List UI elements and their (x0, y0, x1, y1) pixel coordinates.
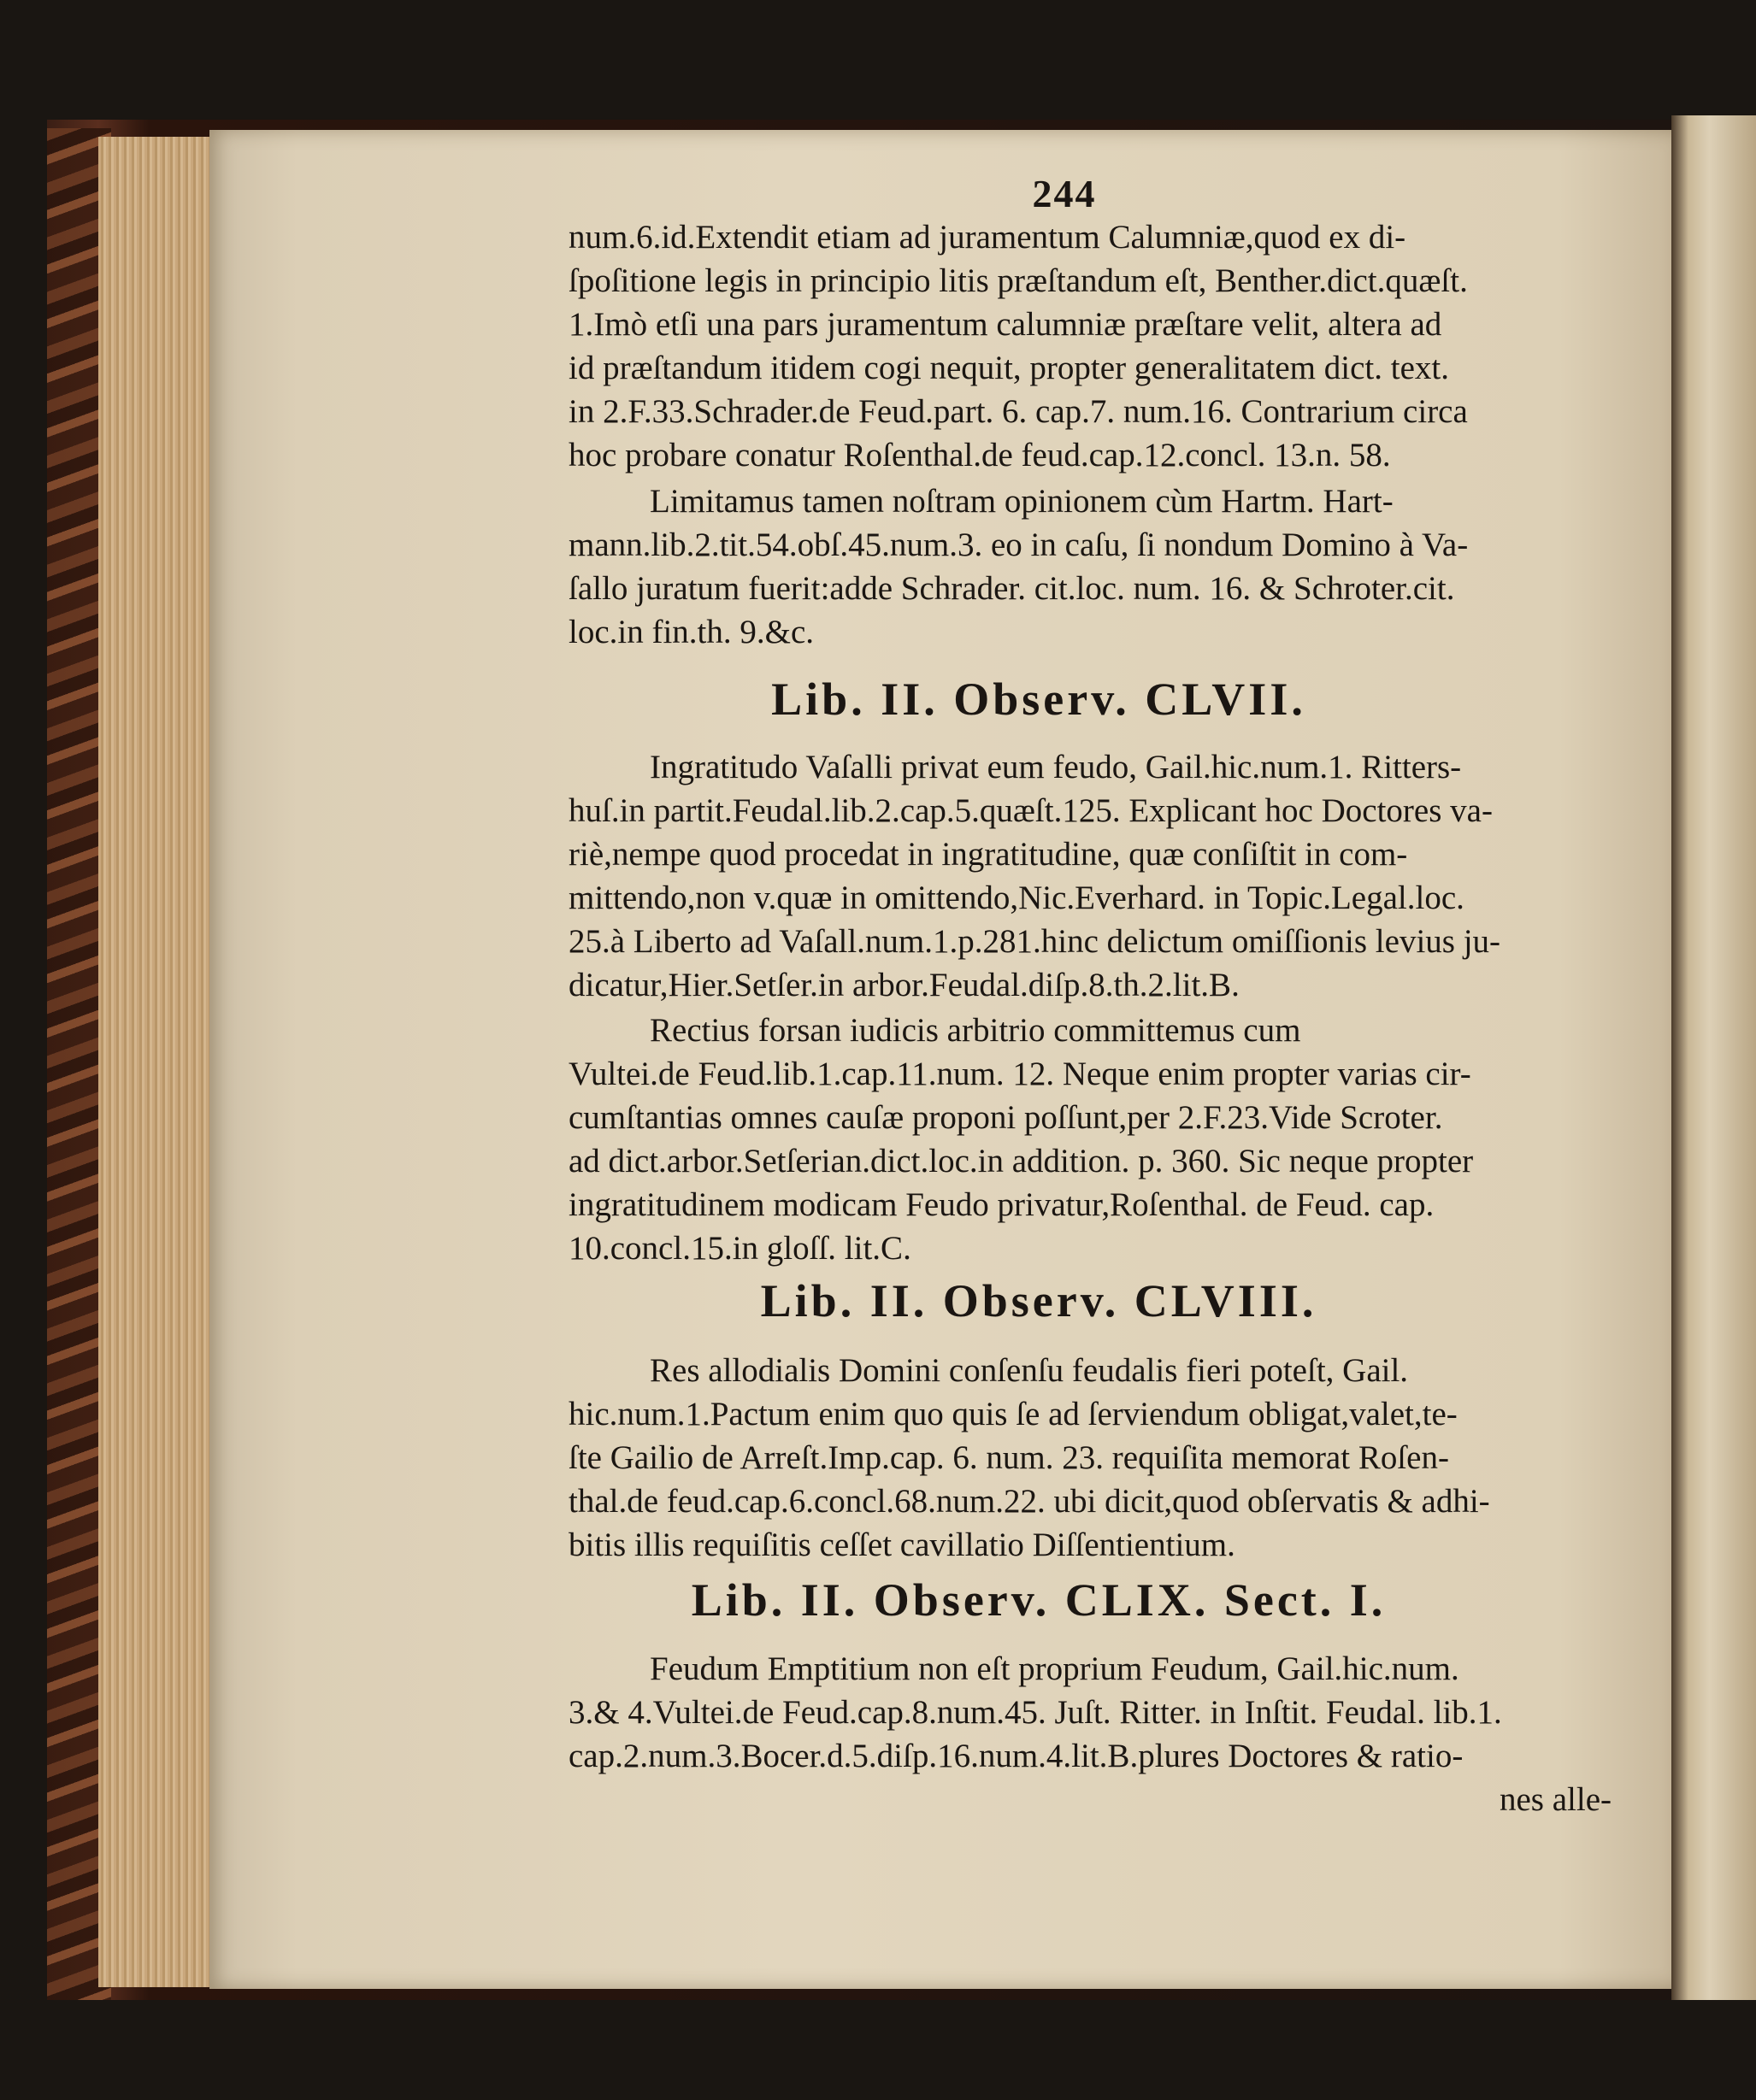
text-line: Vultei.de Feud.lib.1.cap.11.num. 12. Neque enim propter varias cir- (569, 1056, 1471, 1092)
paragraph-continuation (569, 215, 1612, 477)
paragraph-ingratitudo (569, 745, 1612, 1007)
facing-page-gutter (1671, 115, 1756, 2000)
catchword: nes alle- (1499, 1781, 1612, 1818)
text-line: ad dict.arbor.Setſerian.dict.loc.in addition. p. 360. Sic neque propter (569, 1143, 1474, 1179)
text-line: bitis illis requiſitis ceſſet cavillatio Diſſentientium. (569, 1526, 1235, 1563)
text-line: riè,nempe quod procedat in ingratitudine, quæ conſiſtit in com- (569, 836, 1408, 873)
text-line: 3.& 4.Vultei.de Feud.cap.8.num.45. Juſt. Ritter. in Inſtit. Feudal. lib.1. (569, 1694, 1502, 1731)
text-line: ſte Gailio de Arreſt.Imp.cap. 6. num. 23. requiſita memorat Roſen- (569, 1439, 1449, 1476)
text-line: cumſtantias omnes cauſæ proponi poſſunt,per 2.F.23.Vide Scroter. (569, 1099, 1443, 1136)
paragraph-res-allodialis (569, 1349, 1612, 1567)
page-text (569, 171, 1612, 1818)
paragraph-rectius (569, 1009, 1612, 1270)
text-line: huſ.in partit.Feudal.lib.2.cap.5.quæſt.125. Explicant hoc Doctores va- (569, 792, 1493, 829)
text-line: ſallo juratum fuerit:adde Schrader. cit.loc. num. 16. & Schroter.cit. (569, 570, 1455, 607)
text-line: 10.concl.15.in gloſſ. lit.C. (569, 1230, 911, 1267)
page-edges (98, 137, 227, 1987)
page-number: 244 (1032, 172, 1097, 215)
text-line: mittendo,non v.quæ in omittendo,Nic.Everhard. in Topic.Legal.loc. (569, 879, 1464, 916)
paragraph-feudum-emptitium (569, 1647, 1612, 1821)
text-line: Ingratitudo Vaſalli privat eum feudo, Gail.hic.num.1. Ritters- (650, 749, 1462, 785)
text-line: Rectius forsan iudicis arbitrio committemus cum (650, 1012, 1301, 1049)
text-line: num.6.id.Extendit etiam ad juramentum Calumniæ,quod ex di- (569, 219, 1406, 256)
text-line: mann.lib.2.tit.54.obſ.45.num.3. eo in caſu, ſi nondum Domino à Va- (569, 526, 1469, 563)
paragraph-limitamus (569, 479, 1612, 654)
text-line: thal.de feud.cap.6.concl.68.num.22. ubi dicit,quod obſervatis & adhi- (569, 1483, 1490, 1520)
text-line: 25.à Liberto ad Vaſall.num.1.p.281.hinc delictum omiſſionis levius ju- (569, 923, 1501, 960)
text-line: id præſtandum itidem cogi nequit, propter generalitatem dict. text. (569, 350, 1449, 386)
text-line: dicatur,Hier.Setſer.in arbor.Feudal.diſp.8.th.2.lit.B. (569, 967, 1240, 1003)
text-line: cap.2.num.3.Bocer.d.5.diſp.16.num.4.lit.B.plures Doctores & ratio- (569, 1738, 1464, 1774)
text-line: Res allodialis Domini conſenſu feudalis fieri poteſt, Gail. (650, 1352, 1409, 1389)
text-line: Feudum Emptitium non eſt proprium Feudum, Gail.hic.num. (650, 1650, 1459, 1687)
text-line: 1.Imò etſi una pars juramentum calumniæ præſtare velit, altera ad (569, 306, 1442, 343)
section-heading: Lib. II. Observ. CLVII. (771, 674, 1306, 725)
text-line: loc.in fin.th. 9.&c. (569, 614, 815, 650)
text-line: Limitamus tamen noſtram opinionem cùm Hartm. Hart- (650, 483, 1394, 520)
section-heading: Lib. II. Observ. CLIX. Sect. I. (691, 1574, 1387, 1626)
text-line: hoc probare conatur Roſenthal.de feud.cap.12.concl. 13.n. 58. (569, 437, 1391, 474)
text-line: hic.num.1.Pactum enim quo quis ſe ad ſerviendum obligat,valet,te- (569, 1396, 1458, 1432)
text-line: ingratitudinem modicam Feudo privatur,Roſenthal. de Feud. cap. (569, 1186, 1435, 1223)
section-heading: Lib. II. Observ. CLVIII. (760, 1275, 1317, 1326)
text-line: ſpoſitione legis in principio litis præſtandum eſt, Benther.dict.quæſt. (569, 262, 1468, 299)
text-line: in 2.F.33.Schrader.de Feud.part. 6. cap.7. num.16. Contrarium circa (569, 393, 1468, 430)
